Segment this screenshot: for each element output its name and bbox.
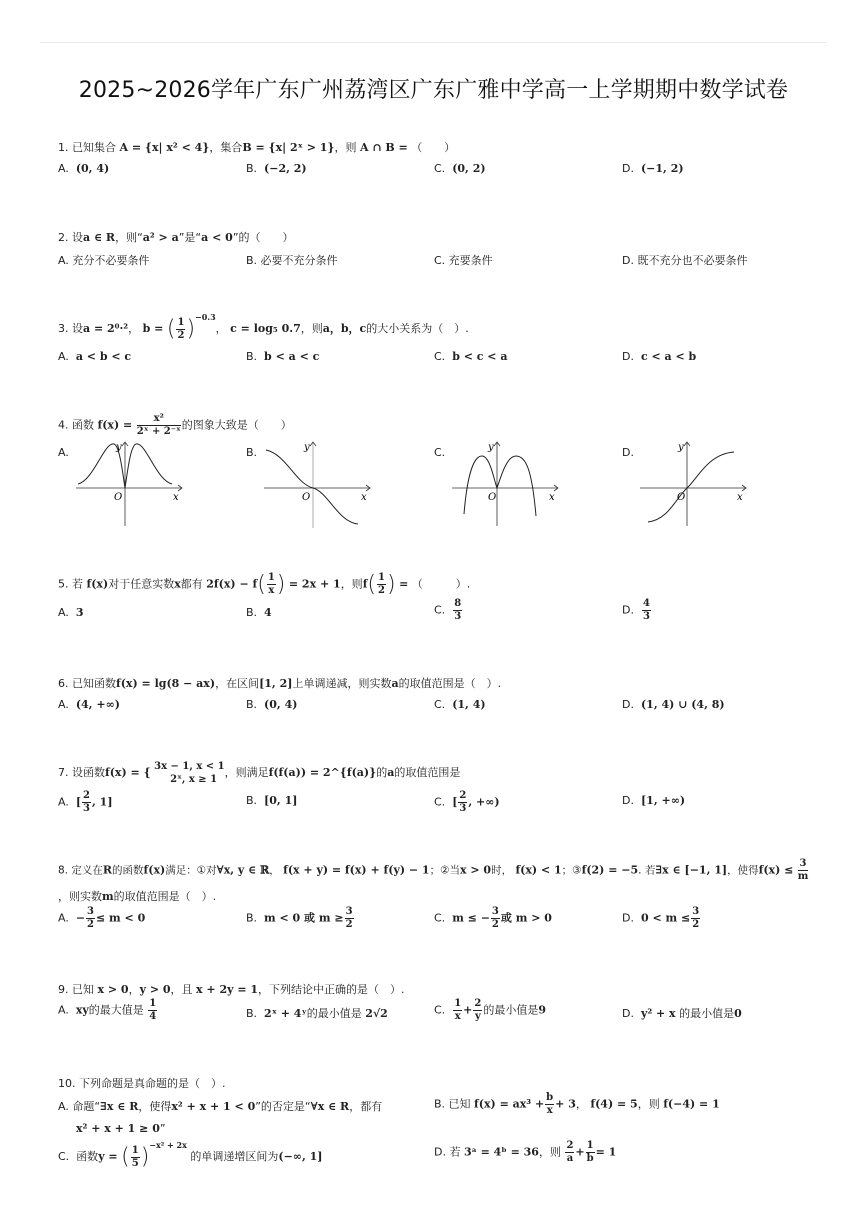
question-8: 8. 定义在R的函数f(x)满足：①对∀x, y ∈ ℝ， f(x + y) = f(x) + f(y) − 1；②当x > 0时， f(x) < 1；③f(2) = −5. 若∃x ∈ [−1, 1]，使得f(x) ≤ $\frac{3}{m}$ bbox=[58, 858, 809, 882]
q2-option-b: B. 必要不充分条件 bbox=[246, 254, 338, 267]
question-9: 9. 已知 x > 0，y > 0，且 x + 2y = 1，下列结论中正确的是（ ）. bbox=[58, 983, 405, 996]
question-6: 6. 已知函数f(x) = lg(8 − ax)，在区间[1, 2]上单调递减，则实数a的取值范围是（ ）. bbox=[58, 677, 502, 690]
q1-option-d: D. (−1, 2) bbox=[622, 162, 684, 175]
question-2: 2. 设a ∈ R，则“a² > a”是“a < 0”的（ ） bbox=[58, 231, 294, 244]
q8-option-b: B. m < 0 或 m ≥ $\frac{3}{2}$ bbox=[246, 906, 353, 930]
q10-option-a-line-2: x² + x + 1 ≥ 0” bbox=[76, 1122, 166, 1135]
q10-option-b: B. 已知 f(x) = ax³ + $\frac{b}{x}$ + 3， f(4) = 5，则 f(−4) = 1 bbox=[434, 1092, 720, 1116]
q9-option-b: B. 2ˣ + 4ʸ的最小值是 2√2 bbox=[246, 1007, 388, 1020]
svg-text:x: x bbox=[549, 492, 555, 503]
q1-option-b: B. (−2, 2) bbox=[246, 162, 307, 175]
piecewise-cases: 3x − 1, x < 1 2ˣ, x ≥ 1 bbox=[154, 761, 225, 785]
q9-option-a: A. xy的最大值是 $\frac{1}{4}$ bbox=[58, 998, 157, 1022]
q8-option-d: D. 0 < m ≤ $\frac{3}{2}$ bbox=[622, 906, 700, 930]
q8-option-c: C. m ≤ − $\frac{3}{2}$ 或 m > 0 bbox=[434, 906, 552, 930]
q8-option-a: A. − $\frac{3}{2}$ ≤ m < 0 bbox=[58, 906, 146, 930]
q3-option-d: D. c < a < b bbox=[622, 350, 697, 363]
question-5: 5. 若 f(x)对于任意实数x都有 2f(x) − f( $\frac{1}{x}$ ) = 2x + 1，则f( $\frac{1}{2}$ ) = （ ）. bbox=[58, 572, 471, 597]
q4-graph-b bbox=[262, 436, 374, 530]
question-4: 4. 函数 f(x) = $\frac{\text{x²}}{\text{2ˣ + 2⁻ˣ}}$ 的图象大致是（ ） bbox=[58, 413, 292, 437]
q1-option-a: A. (0, 4) bbox=[58, 162, 110, 175]
q7-option-b: B. [0, 1] bbox=[246, 794, 298, 807]
q4-option-b: B. bbox=[246, 446, 258, 459]
q3-option-a: A. a < b < c bbox=[58, 350, 132, 363]
q5-option-c: C. $\frac{8}{3}$ bbox=[434, 598, 462, 622]
q7-option-c: C. [ $\frac{2}{3}$ , +∞) bbox=[434, 790, 500, 814]
q6-option-b: B. (0, 4) bbox=[246, 698, 298, 711]
question-1: 1. 已知集合 A = {x| x² < 4}，集合B = {x| 2ˣ > 1}，则 A ∩ B = （ ） bbox=[58, 141, 456, 154]
q4-graph-d bbox=[638, 436, 750, 530]
q7-option-d: D. [1, +∞) bbox=[622, 794, 686, 807]
svg-text:O: O bbox=[302, 492, 311, 503]
header-rule bbox=[40, 42, 827, 43]
q6-option-c: C. (1, 4) bbox=[434, 698, 486, 711]
q4-graph-c bbox=[450, 436, 562, 530]
svg-text:O: O bbox=[488, 492, 497, 503]
q10-option-a: A. 命题“∃x ∈ R，使得x² + x + 1 < 0”的否定是“∀x ∈ R，都有 bbox=[58, 1100, 383, 1113]
question-8-line-2: ，则实数m的取值范围是（ ）. bbox=[58, 890, 217, 903]
q6-option-d: D. (1, 4) ∪ (4, 8) bbox=[622, 698, 725, 711]
svg-text:x: x bbox=[361, 492, 367, 503]
q4-option-a: A. bbox=[58, 446, 69, 459]
q5-option-b: B. 4 bbox=[246, 606, 272, 619]
q9-option-d: D. y² + x 的最小值是0 bbox=[622, 1007, 742, 1020]
question-3: 3. 设a = 2⁰·²， b = ( $\frac{1}{2}$ )$^{-0.3}$， c = log₅ 0.7，则a，b，c的大小关系为（ ）. bbox=[58, 312, 469, 342]
svg-text:O: O bbox=[677, 492, 686, 503]
q4-graph-a bbox=[74, 436, 186, 530]
q7-option-a: A. [ $\frac{2}{3}$ , 1] bbox=[58, 790, 113, 814]
question-10: 10. 下列命题是真命题的是（ ）. bbox=[58, 1077, 226, 1090]
q3-option-c: C. b < c < a bbox=[434, 350, 508, 363]
question-7: 7. 设函数f(x) = { 3x − 1, x < 1 2ˣ, x ≥ 1 ，则满足f(f(a)) = 2^{f(a)}的a的取值范围是 bbox=[58, 761, 461, 785]
q10-option-d: D. 若 3ᵃ = 4ᵇ = 36，则 $\frac{2}{a}$ + $\frac{1}{b}$ = 1 bbox=[434, 1140, 617, 1164]
svg-text:y: y bbox=[304, 442, 310, 453]
q5-option-d: D. $\frac{4}{3}$ bbox=[622, 598, 650, 622]
svg-text:y: y bbox=[488, 442, 494, 453]
q4-option-d: D. bbox=[622, 446, 634, 459]
q2-option-a: A. 充分不必要条件 bbox=[58, 254, 150, 267]
q5-option-a: A. 3 bbox=[58, 606, 84, 619]
q1-option-c: C. (0, 2) bbox=[434, 162, 486, 175]
q9-option-c: C. $\frac{1}{x}$ + $\frac{2}{y}$ 的最小值是9 bbox=[434, 998, 546, 1022]
q3-option-b: B. b < a < c bbox=[246, 350, 320, 363]
x-label: x bbox=[173, 492, 179, 503]
svg-text:x: x bbox=[737, 492, 743, 503]
y-label: y bbox=[116, 442, 122, 453]
q2-option-c: C. 充要条件 bbox=[434, 254, 493, 267]
q10-option-c: C. 函数y = ( $\frac{1}{5}$ )$^{-x^2 + 2x}$ 的单调递增区间为(−∞, 1] bbox=[58, 1140, 323, 1170]
origin-label: O bbox=[114, 492, 123, 503]
svg-text:y: y bbox=[678, 442, 684, 453]
page-title: 2025~2026学年广东广州荔湾区广东广雅中学高一上学期期中数学试卷 bbox=[78, 78, 789, 103]
q2-option-d: D. 既不充分也不必要条件 bbox=[622, 254, 748, 267]
q6-option-a: A. (4, +∞) bbox=[58, 698, 120, 711]
q4-option-c: C. bbox=[434, 446, 446, 459]
